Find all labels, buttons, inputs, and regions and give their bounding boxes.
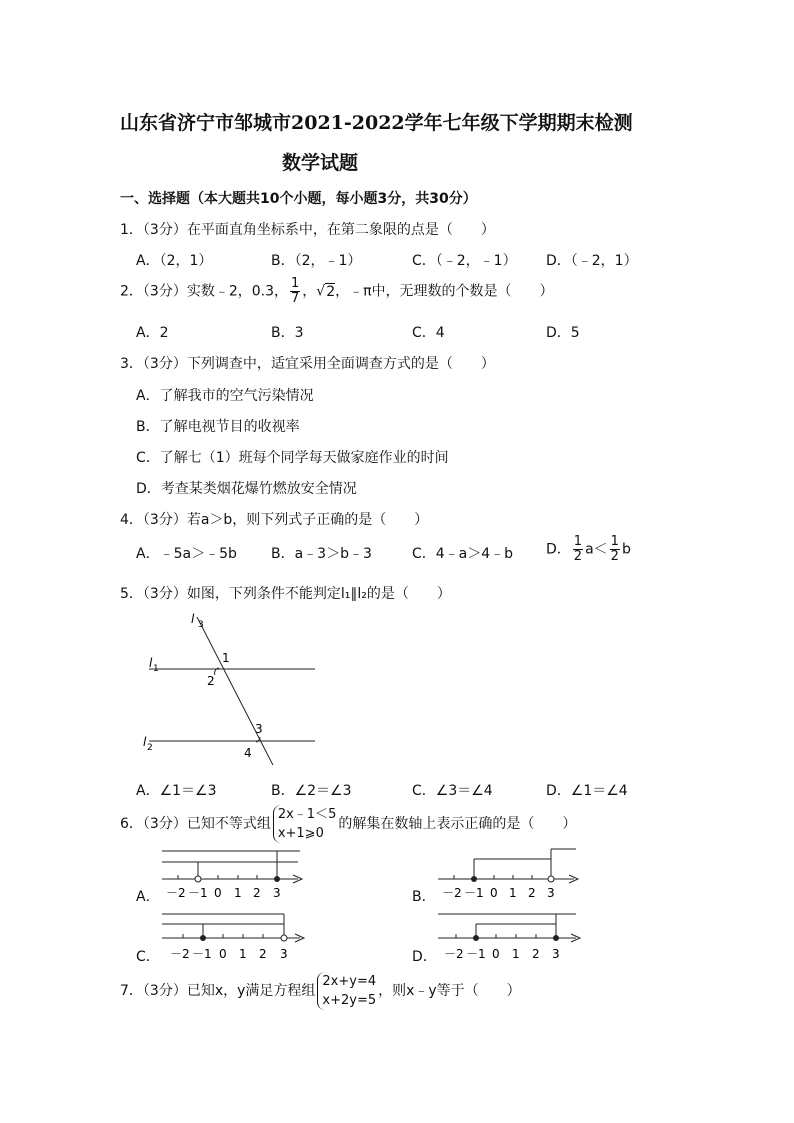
question-6-option-b-label: B．: [412, 889, 436, 905]
question-4-option-c: C．4﹣a＞4﹣b: [412, 546, 514, 562]
svg-text:－2: －2: [166, 886, 186, 900]
question-1-option-b: B．（2，﹣1）: [271, 253, 362, 269]
question-2-stem: [120, 277, 554, 306]
svg-text:1: 1: [512, 947, 520, 961]
number-line-b: [436, 846, 586, 906]
equation-system: [317, 972, 376, 1010]
question-3-option-b: B．了解电视节目的收视率: [136, 419, 300, 435]
label-l1-sub: 1: [153, 664, 159, 674]
question-4-stem: 4．（3分）若a＞b，则下列式子正确的是（ ）: [120, 512, 429, 528]
question-2-stem-end: ，﹣π中，无理数的个数是（ ）: [335, 283, 554, 300]
svg-text:3: 3: [280, 947, 288, 961]
svg-text:0: 0: [219, 947, 227, 961]
question-6-stem-end: 的解集在数轴上表示正确的是（ ）: [338, 816, 577, 832]
fraction-numerator: 1: [573, 534, 583, 549]
question-5-option-a: A．∠1＝∠3: [136, 783, 217, 799]
label-l2-sub: 2: [147, 743, 153, 753]
option-d-middle: a＜: [585, 541, 608, 558]
svg-text:－1: －1: [464, 886, 484, 900]
question-1-option-c: C．（﹣2，﹣1）: [412, 253, 517, 269]
label-l3-sub: 3: [198, 620, 204, 630]
fraction-one-half-b: [610, 535, 620, 564]
page-title: 山东省济宁市邹城市2021-2022学年七年级下学期期末检测: [120, 112, 633, 134]
label-l3: l: [191, 612, 195, 626]
svg-text:2: 2: [253, 886, 261, 900]
equation-2: x+2y=5: [322, 993, 377, 1008]
svg-text:1: 1: [509, 886, 517, 900]
axis-ticks: [454, 875, 551, 879]
svg-text:0: 0: [490, 886, 498, 900]
svg-text:1: 1: [239, 947, 247, 961]
question-1-option-a: A．（2，1）: [136, 253, 213, 269]
fraction-denominator: 2: [573, 549, 583, 564]
angle-3-label: 3: [255, 722, 263, 736]
tick-labels: [442, 886, 555, 900]
closed-point-icon: [553, 935, 559, 941]
question-4-option-d: [546, 535, 631, 564]
question-5-option-b: B．∠2＝∠3: [271, 783, 352, 799]
label-l2: l: [143, 735, 147, 749]
tick-labels: [166, 886, 281, 900]
question-2-option-a: A．2: [136, 325, 169, 341]
svg-text:－1: －1: [188, 886, 208, 900]
question-6-stem-start: 6．（3分）已知不等式组: [120, 816, 271, 832]
svg-text:3: 3: [547, 886, 555, 900]
axis-ticks: [178, 875, 277, 879]
inequality-1: 2x﹣1＜5: [277, 807, 337, 822]
question-4-option-b: B．a﹣3＞b﹣3: [271, 546, 372, 562]
option-d-suffix: b: [621, 541, 631, 558]
open-point-icon: [548, 876, 554, 882]
svg-text:－2: －2: [442, 886, 462, 900]
label-l1: l: [149, 656, 153, 670]
tick-labels: [170, 947, 288, 961]
svg-text:－1: －1: [466, 947, 486, 961]
tick-labels: [444, 947, 560, 961]
svg-text:2: 2: [259, 947, 267, 961]
fraction-one-seventh: [290, 277, 300, 306]
number-line-a: [160, 846, 310, 906]
sqrt-radicand: 2: [326, 283, 336, 300]
svg-text:1: 1: [234, 886, 242, 900]
svg-text:0: 0: [214, 886, 222, 900]
question-3-stem: 3．（3分）下列调查中，适宜采用全面调查方式的是（ ）: [120, 356, 495, 372]
question-2-option-d: D．5: [546, 325, 580, 341]
inequality-2: x+1⩾0: [277, 826, 324, 841]
closed-point-icon: [473, 935, 479, 941]
open-point-icon: [281, 935, 287, 941]
svg-text:0: 0: [492, 947, 500, 961]
angle-4-label: 4: [244, 746, 252, 760]
sqrt-symbol: √: [316, 283, 326, 300]
fraction-numerator: 1: [610, 534, 619, 549]
svg-text:2: 2: [528, 886, 536, 900]
fraction-one-half-a: [573, 535, 583, 564]
comma: ，: [302, 283, 317, 300]
line-l3: [197, 617, 277, 765]
angle-2-label: 2: [207, 674, 215, 688]
svg-text:3: 3: [552, 947, 560, 961]
fraction-numerator: 1: [291, 276, 300, 291]
svg-text:2: 2: [532, 947, 540, 961]
question-3-option-c: C．了解七（1）班每个同学每天做家庭作业的时间: [136, 450, 449, 466]
closed-point-icon: [471, 876, 477, 882]
fraction-denominator: 2: [610, 549, 619, 564]
section-heading: 一、选择题（本大题共10个小题，每小题3分，共30分）: [120, 191, 477, 207]
question-6-option-a-label: A．: [136, 889, 160, 905]
question-7-stem-end: ，则x﹣y等于（ ）: [378, 983, 521, 999]
page-subtitle: 数学试题: [282, 152, 359, 174]
svg-text:－1: －1: [192, 947, 212, 961]
question-7-stem: [120, 972, 521, 1010]
equation-1: 2x+y=4: [322, 974, 377, 989]
axis-ticks: [183, 934, 284, 938]
question-2-option-b: B．3: [271, 325, 304, 341]
question-2-option-c: C．4: [412, 325, 445, 341]
question-5-stem: 5．（3分）如图，下列条件不能判定l₁∥l₂的是（ ）: [120, 586, 451, 602]
closed-point-icon: [200, 935, 206, 941]
number-line-c: [160, 910, 310, 970]
question-2-stem-start: 2．（3分）实数﹣2，0.3，: [120, 283, 288, 300]
question-1-option-d: D．（﹣2，1）: [546, 253, 638, 269]
svg-text:－2: －2: [444, 947, 464, 961]
svg-text:－2: －2: [170, 947, 190, 961]
open-point-icon: [195, 876, 201, 882]
question-4-option-a: A．﹣5a＞﹣5b: [136, 546, 237, 562]
question-7-stem-start: 7．（3分）已知x，y满足方程组: [120, 983, 316, 999]
svg-text:3: 3: [273, 886, 281, 900]
fraction-denominator: 7: [291, 291, 300, 306]
parallel-lines-figure: [135, 605, 325, 765]
axis-ticks: [456, 934, 556, 938]
question-5-option-d: D．∠1＝∠4: [546, 783, 628, 799]
question-3-option-a: A．了解我市的空气污染情况: [136, 388, 314, 404]
option-d-prefix: D．: [546, 541, 571, 558]
question-1-stem: 1．（3分）在平面直角坐标系中，在第二象限的点是（ ）: [120, 222, 495, 238]
question-6-option-d-label: D．: [412, 949, 437, 965]
closed-point-icon: [274, 876, 280, 882]
question-6-stem: [120, 805, 576, 843]
question-5-option-c: C．∠3＝∠4: [412, 783, 493, 799]
question-3-option-d: D．考查某类烟花爆竹燃放安全情况: [136, 481, 357, 497]
inequality-system: [273, 805, 337, 843]
angle-1-label: 1: [222, 651, 230, 665]
number-line-d: [436, 910, 586, 970]
question-6-option-c-label: C．: [136, 949, 160, 965]
